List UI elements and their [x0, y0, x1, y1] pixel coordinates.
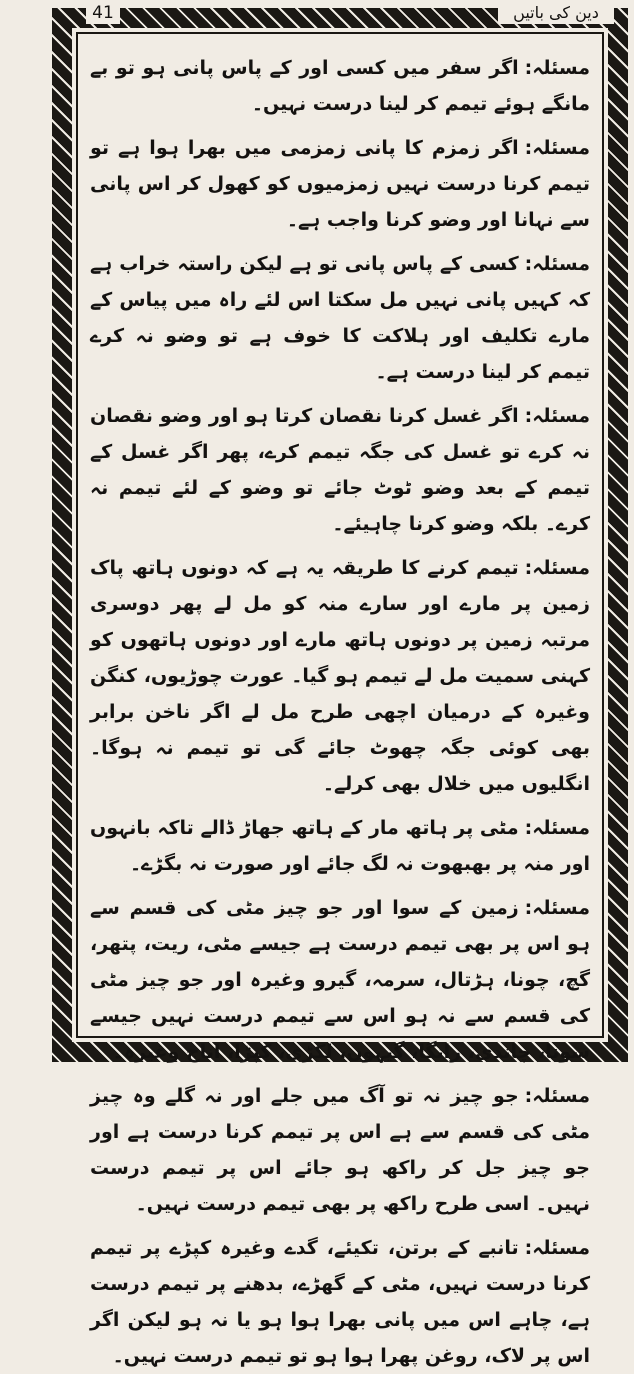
masala-paragraph-1	[90, 50, 590, 122]
masala-paragraph-3	[90, 246, 590, 390]
masala-label: مسئلہ:	[524, 1237, 590, 1259]
masala-paragraph-2	[90, 130, 590, 238]
masala-label: مسئلہ:	[524, 137, 590, 159]
masala-text: مٹی پر ہاتھ مار کے ہاتھ جھاڑ ڈالے تاکہ بانہوں اور منہ پر بھبھوت نہ لگ جائے اور صورت نہ بگڑے۔	[90, 817, 590, 875]
masala-paragraph-7	[90, 890, 590, 1070]
masala-paragraph-4	[90, 398, 590, 542]
masala-label: مسئلہ:	[524, 557, 590, 579]
page-number: 41	[86, 2, 120, 24]
masala-text: اگر سفر میں کسی اور کے پاس پانی ہو تو بے مانگے ہوئے تیمم کر لینا درست نہیں۔	[90, 57, 590, 115]
masala-text: تانبے کے برتن، تکیئے، گدے وغیرہ کپڑے پر تیمم کرنا درست نہیں، مٹی کے گھڑے، بدھنے پر تیمم درست ہے، چاہے اس میں پانی بھرا ہوا ہو یا نہ ہو لیکن اگر اس پر لاک، روغن پھرا ہوا ہو تو تیمم درست نہیں۔	[90, 1237, 590, 1367]
running-head: دین کی باتیں	[498, 2, 614, 24]
masala-paragraph-6	[90, 810, 590, 882]
page-body	[90, 50, 590, 1367]
masala-text: اگر زمزم کا پانی زمزمی میں بھرا ہوا ہے تو تیمم کرنا درست نہیں زمزمیوں کو کھول کر اس پانی سے نہانا اور وضو کرنا واجب ہے۔	[90, 137, 590, 231]
masala-text: تیمم کرنے کا طریقہ یہ ہے کہ دونوں ہاتھ پاک زمین پر مارے اور سارے منہ کو مل لے پھر دوسری مرتبہ زمین پر دونوں ہاتھ مارے اور دونوں ہاتھوں کو کہنی سمیت مل لے تیمم ہو گیا۔ عورت چوڑیوں، کنگن وغیرہ کے درمیان اچھی طرح مل لے اگر ناخن برابر بھی کوئی جگہ چھوٹ جائے گی تو تیمم نہ ہوگا۔ انگلیوں میں خلال بھی کرلے۔	[90, 557, 590, 795]
masala-label: مسئلہ:	[524, 1085, 590, 1107]
masala-text: جو چیز نہ تو آگ میں جلے اور نہ گلے وہ چیز مٹی کی قسم سے ہے اس پر تیمم کرنا درست ہے اور جو چیز جل کر راکھ ہو جائے اس پر تیمم درست نہیں۔ اسی طرح راکھ پر بھی تیمم درست نہیں۔	[90, 1085, 590, 1215]
masala-label: مسئلہ:	[524, 253, 590, 275]
masala-paragraph-8	[90, 1078, 590, 1222]
masala-text: اگر غسل کرنا نقصان کرتا ہو اور وضو نقصان نہ کرے تو غسل کی جگہ تیمم کرے، پھر اگر غسل کے تیمم کے بعد وضو ٹوٹ جائے تو وضو کے لئے تیمم نہ کرے۔ بلکہ وضو کرنا چاہیئے۔	[90, 405, 590, 535]
masala-label: مسئلہ:	[524, 897, 590, 919]
masala-label: مسئلہ:	[524, 57, 590, 79]
masala-paragraph-5	[90, 550, 590, 802]
masala-text: زمین کے سوا اور جو چیز مٹی کی قسم سے ہو اس پر بھی تیمم درست ہے جیسے مٹی، ریت، پتھر، گچ، چونا، ہڑتال، سرمہ، گیرو وغیرہ اور جو چیز مٹی کی قسم سے نہ ہو اس سے تیمم درست نہیں جیسے سونا، چاندی، رانگا، گیہوں، لکڑی، کپڑا، اناج وغیرہ۔	[90, 897, 590, 1063]
masala-label: مسئلہ:	[524, 817, 590, 839]
masala-label: مسئلہ:	[524, 405, 590, 427]
masala-paragraph-9	[90, 1230, 590, 1374]
masala-text: کسی کے پاس پانی تو ہے لیکن راستہ خراب ہے کہ کہیں پانی نہیں مل سکتا اس لئے راہ میں پیاس کے مارے تکلیف اور ہلاکت کا خوف ہے تو وضو نہ کرے تیمم کر لینا درست ہے۔	[90, 253, 590, 383]
